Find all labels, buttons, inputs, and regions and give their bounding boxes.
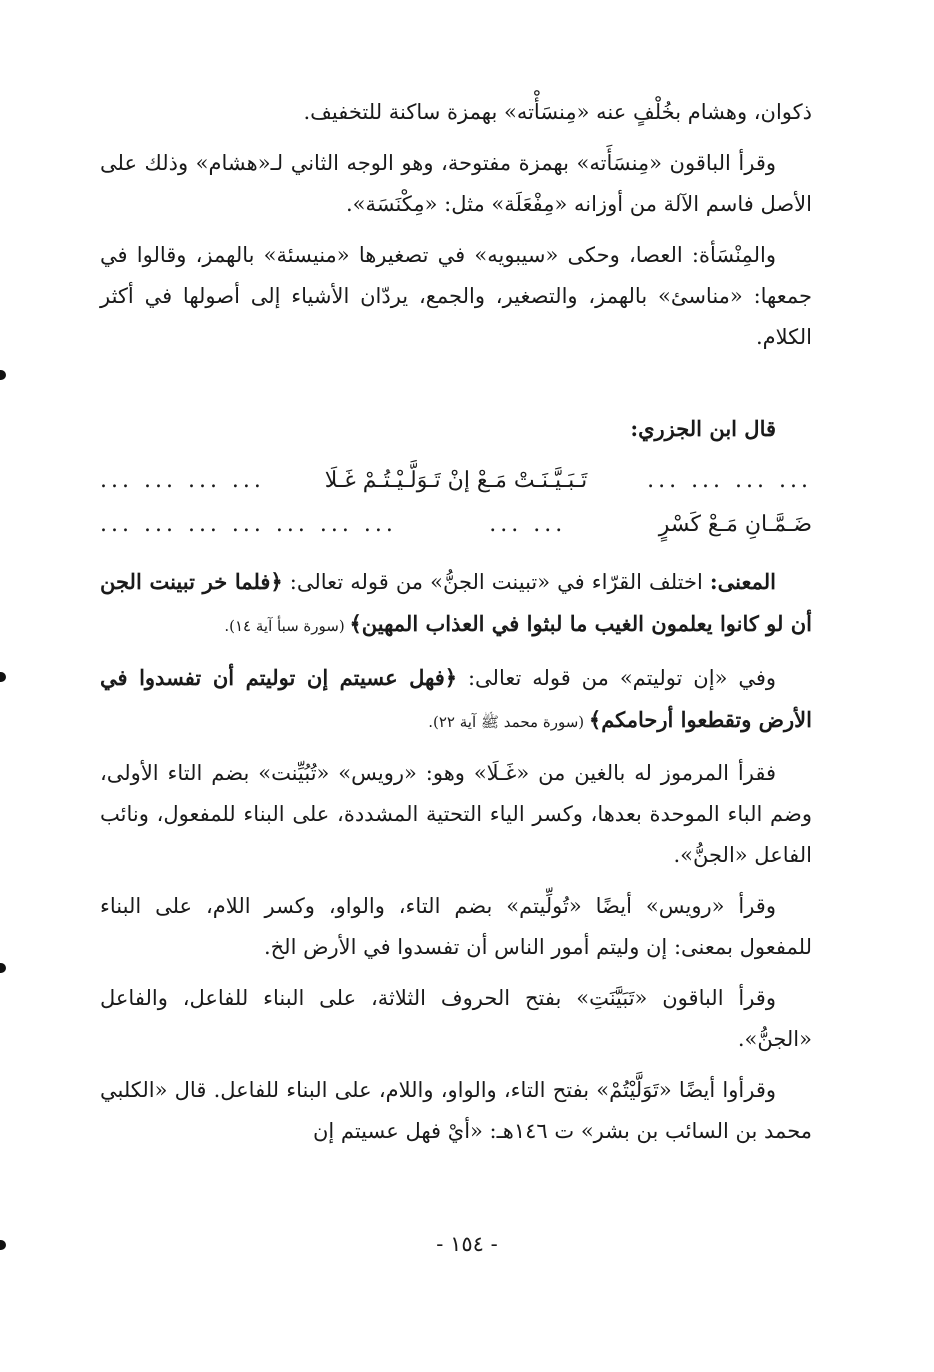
page-body [100,92,812,1162]
verse-dots: ... ... [489,512,567,537]
meaning-label: المعنى: [709,569,776,594]
paragraph-3: والمِنْسَأة: العصا، وحكى «سيبويه» في تصغيرها «منيسئة» بالهمز، وقالوا في جمعها: «مناسئ» بالهمز، والتصغير، والجمع، يردّان الأشياء إلى أصولها في أكثر الكلام. [100,243,812,349]
surah-reference: (سورة محمد ﷺ آية ٢٢). [428,713,589,731]
scan-margin-mark [0,963,6,973]
verse-dots: ... ... ... ... [100,468,265,493]
scan-margin-mark [0,672,6,682]
verse-dots: ... ... ... ... [647,468,812,493]
section-gap [100,368,812,402]
section-heading: قال ابن الجزري: [630,416,776,441]
page-number: - ١٥٤ - [436,1232,498,1256]
paragraph-8: وقرأ الباقون «تَبَيَّنَتِ» بفتح الحروف الثلاثة، على البناء للفاعل، والفاعل «الجنُّ». [100,986,812,1051]
verse-line-2 [100,503,812,547]
verse-dots: ... ... ... ... ... ... ... [100,512,397,537]
paragraph-1: ذكوان، وهشام بخُلْفٍ عنه «مِنسَأْته» بهمزة ساكنة للتخفيف. [303,100,812,124]
verse-text: تَـبَـيَّـنَـتْ مَـعْ إنْ تَـوَلَّـيْـتُـمْ غَـلَا [324,468,588,493]
surah-reference: (سورة سبأ آية ١٤). [224,617,350,635]
verse-line-1 [100,459,812,503]
scan-margin-mark [0,370,6,380]
meaning-paragraph [100,561,812,647]
paragraph-text: وفي «إن توليتم» من قوله تعالى: [457,666,776,690]
paragraph-7: وقرأ «رويس» أيضًا «تُولِّيتم» بضم التاء، والواو، وكسر اللام، على البناء للمفعول بمعنى: إن وليتم أمور الناس أن تفسدوا في الأرض الخ. [100,894,812,959]
verse-text: ضَـمَّـانِ مَـعْ كَسْرٍ [658,512,812,537]
paragraph-2: وقرأ الباقون «مِنسَأَته» بهمزة مفتوحة، وهو الوجه الثاني لـ«هشام» وذلك على الأصل فاسم الآلة من أوزانه «مِفْعَلَة» مثل: «مِكْنَسَة». [100,151,812,216]
paragraph-6: فقرأ المرموز له بالغين من «غَـلَا» وهو: «رويس» «تُبُيِّنت» بضم التاء الأولى، وضم الباء الموحدة بعدها، وكسر الياء التحتية المشددة، على البناء للمفعول، ونائب الفاعل «الجنُّ». [100,761,812,867]
quran-quote: ﴿فهل عسيتم إن توليتم أن تفسدوا في الأرض وتقطعوا أرحامكم﴾ [100,665,812,732]
paragraph-5 [100,657,812,743]
paragraph-9: وقرأوا أيضًا «تَوَلَّيْتُمْ» بفتح التاء، والواو، واللام، على البناء للفاعل. قال «الكلبي محمد بن السائب بن بشر» ت ١٤٦هـ: «أيْ فهل عسيتم إن [100,1078,812,1143]
quran-quote: ﴿فلما خر تبينت الجن أن لو كانوا يعلمون الغيب ما لبثوا في العذاب المهين﴾ [100,569,812,636]
meaning-text: اختلف القرّاء في «تبينت الجنُّ» من قوله تعالى: [282,570,710,594]
